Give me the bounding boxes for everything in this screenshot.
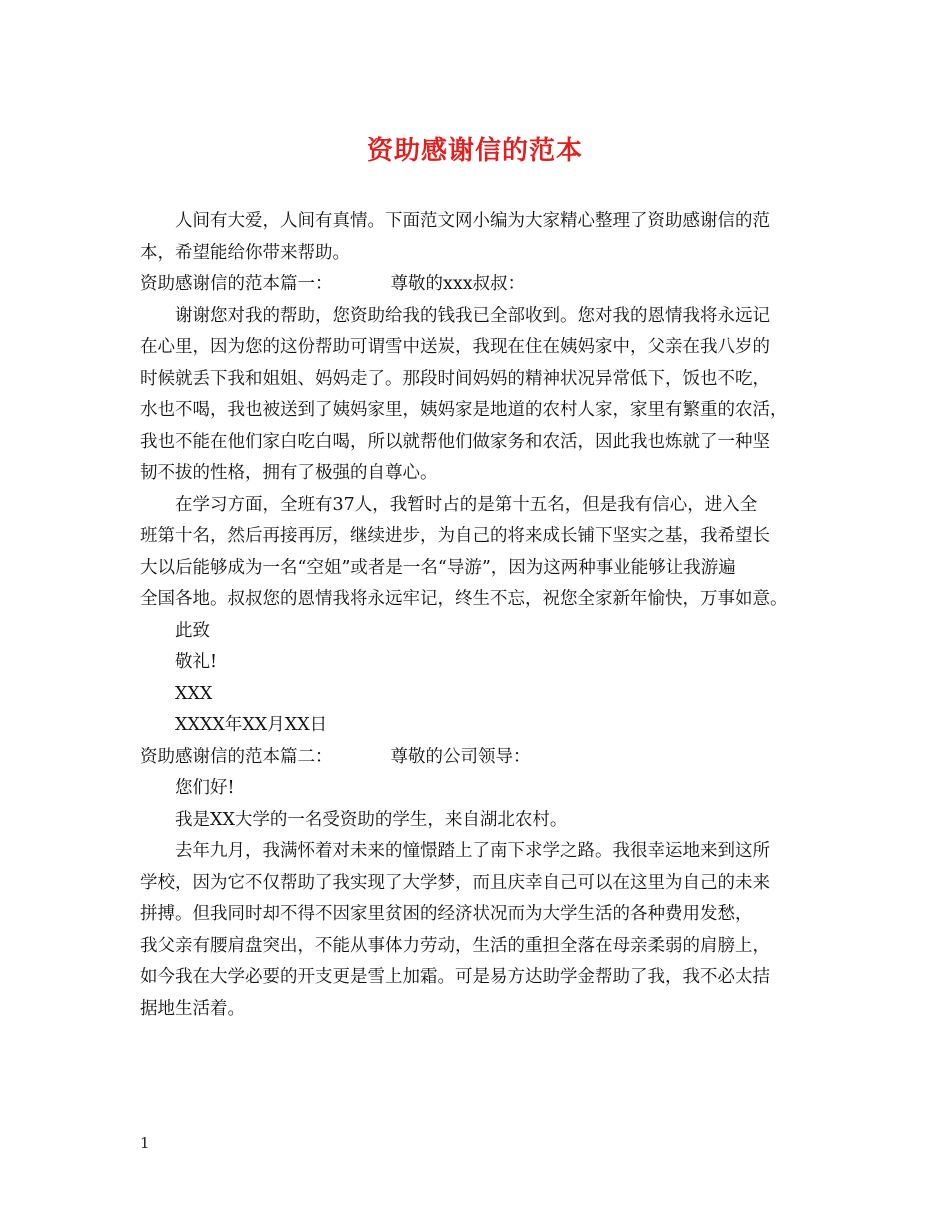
text-line: 我也不能在他们家白吃白喝，所以就帮他们做家务和农活，因此我也炼就了一种坚 [140, 431, 770, 452]
document-body [140, 206, 816, 1025]
letter1-closing-1: 此致 [175, 620, 210, 641]
text-line: 本，希望能给你带来帮助。 [140, 242, 350, 263]
text-line: 在心里，因为您的这份帮助可谓雪中送炭，我现在住在姨妈家中，父亲在我八岁的 [140, 337, 770, 357]
text-line: 韧不拔的性格，拥有了极强的自尊心。 [140, 463, 438, 483]
letter1-paragraph-1 [140, 301, 816, 490]
text-line: 大以后能够成为一名“空姐”或者是一名“导游”，因为这两种事业能够让我游遍 [140, 557, 736, 578]
letter2-paragraph-1 [140, 836, 816, 1025]
text-line: 在学习方面，全班有37人，我暂时占的是第十五名，但是我有信心，进入全 [175, 494, 758, 515]
page-number: 1 [140, 1134, 150, 1152]
letter2-heading-line [140, 742, 816, 774]
letter1-heading-line [140, 269, 816, 301]
intro-paragraph [140, 206, 816, 269]
text-line: 谢谢您对我的帮助，您资助给我的钱我已全部收到。您对我的恩情我将永远记 [175, 305, 770, 326]
letter2-salutation: 尊敬的公司领导： [390, 746, 531, 767]
text-line: 去年九月，我满怀着对未来的憧憬踏上了南下求学之路。我很幸运地来到这所 [175, 841, 770, 861]
text-line: 水也不喝，我也被送到了姨妈家里，姨妈家是地道的农村人家，家里有繁重的农活， [140, 400, 788, 420]
text-line: 拼搏。但我同时却不得不因家里贫困的经济状况而为大学生活的各种费用发愁， [140, 904, 753, 924]
letter1-date: XXXX年XX月XX日 [175, 715, 328, 735]
text-line: 学校，因为它不仅帮助了我实现了大学梦，而且庆幸自己可以在这里为自己的未来 [140, 872, 770, 893]
text-line: 时候就丢下我和姐姐、妈妈走了。那段时间妈妈的精神状况异常低下，饭也不吃， [140, 368, 770, 389]
text-line: 人间有大爱，人间有真情。下面范文网小编为大家精心整理了资助感谢信的范 [175, 211, 770, 231]
text-line: 我父亲有腰肩盘突出，不能从事体力劳动，生活的重担全落在母亲柔弱的肩膀上， [140, 935, 770, 956]
letter2-heading: 资助感谢信的范本篇二： [140, 746, 333, 767]
letter1-salutation: 尊敬的xxx叔叔： [390, 274, 526, 294]
letter1-closing-2: 敬礼! [175, 652, 218, 672]
letter1-paragraph-2 [140, 490, 816, 616]
letter2-greeting: 您们好! [175, 778, 235, 798]
text-line: 班第十名，然后再接再厉，继续进步，为自己的将来成长铺下坚实之基，我希望长 [140, 526, 770, 546]
letter1-signature: XXX [175, 683, 213, 704]
document-title: 资助感谢信的范本 [366, 136, 583, 166]
letter2-intro-line: 我是XX大学的一名受资助的学生，来自湖北农村。 [175, 809, 568, 830]
text-line: 据地生活着。 [140, 998, 245, 1019]
letter1-heading: 资助感谢信的范本篇一： [140, 274, 333, 294]
text-line: 如今我在大学必要的开支更是雪上加霜。可是易方达助学金帮助了我，我不必太拮 [140, 967, 770, 987]
text-line: 全国各地。叔叔您的恩情我将永远牢记，终生不忘，祝您全家新年愉快，万事如意。 [140, 589, 788, 609]
